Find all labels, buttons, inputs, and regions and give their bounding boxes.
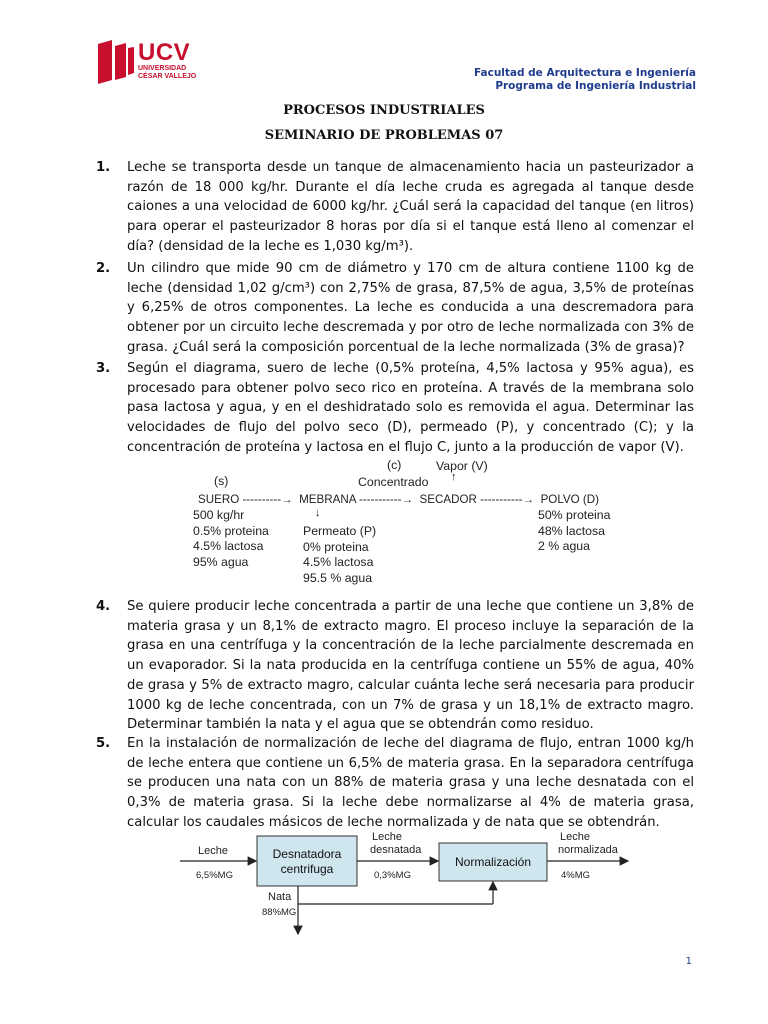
page-number: 1 (685, 956, 692, 967)
normalizada-mg-label: 4%MG (561, 870, 591, 881)
input-leche-label: Leche (198, 845, 228, 857)
problem-1 (96, 158, 694, 257)
suero-line: 500 kg/hr (193, 508, 245, 522)
logo-shape-1 (98, 40, 112, 84)
polvo-line: 2 % agua (538, 539, 590, 553)
nata-label: Nata (268, 891, 292, 903)
suero-line: 4.5% lactosa (193, 539, 264, 553)
logo-ucv: UCV (138, 39, 191, 66)
normalizada-label-2: normalizada (558, 844, 618, 856)
input-mg-label: 6,5%MG (196, 870, 233, 881)
problem-2 (96, 259, 694, 358)
nata-mg-label: 88%MG (262, 907, 297, 918)
problem-text: Un cilindro que mide 90 cm de diámetro y 170 cm de altura contiene 1100 kg de leche (densidad 1,02 g/cm³) con 2,75% de grasa, 87,5% de agua, 3,5% de proteínas y 6,25% de otros componentes. La leche es conducida a una descremadora para obtener por un circuito leche descremada y por otro de leche normalizada con 3% de grasa. ¿Cuál será la composición porcentual de la leche normalizada (3% de grasa)? (127, 261, 694, 355)
suero-line: 0.5% proteina (193, 523, 269, 538)
diagram-main-line: SUERO ----------→ MEBRANA -----------→ SECADOR -----------→ POLVO (D) (198, 493, 599, 506)
problem-number: 5. (96, 736, 111, 751)
desnatadora-line1: Desnatadora (272, 847, 342, 861)
problem-number: 1. (96, 160, 111, 175)
permeado-composition (303, 524, 376, 586)
diagram-c-label: (c) (387, 458, 402, 472)
problem-5 (96, 734, 694, 833)
suero-composition (193, 508, 269, 570)
permeado-line: 95.5 % agua (303, 570, 373, 585)
permeado-line: Permeato (P) (303, 524, 377, 538)
problem-number: 3. (96, 361, 111, 376)
desnatada-label-2: desnatada (370, 844, 422, 856)
polvo-composition (538, 508, 610, 555)
problem-text: Según el diagrama, suero de leche (0,5% proteína, 4,5% lactosa y 95% agua), es procesado para obtener polvo seco rico en proteína. A través de la membrana solo pasa lactosa y agua, y en el deshidratado solo es removida el agua. Determinar las velocidades de flujo del polvo seco (D), permeado (P), y concentrado (C); y la concentración de proteína y lactosa en el flujo C, junto a la producción de vapor (V). (127, 361, 694, 455)
faculty-name: Facultad de Arquitectura e Ingeniería (473, 67, 696, 79)
normalizacion-label: Normalización (454, 855, 532, 869)
page-subtitle: SEMINARIO DE PROBLEMAS 07 (264, 128, 504, 143)
diagram-vapor-label: Vapor (V) (436, 459, 488, 473)
permeado-arrow-icon: ↓ (315, 507, 321, 519)
problem-4 (96, 597, 694, 735)
logo-shape-3 (128, 47, 134, 75)
logo-text (138, 41, 196, 81)
logo-shape-2 (115, 43, 126, 80)
logo-sub-2: CÉSAR VALLEJO (138, 73, 197, 80)
desnatadora-box (257, 836, 357, 886)
polvo-line: 48% lactosa (538, 523, 605, 538)
problem-text: Se quiere producir leche concentrada a partir de una leche que contiene un 3,8% de materia grasa y un 8,1% de extracto magro. El proceso incluye la separación de la grasa en una centrífuga y la concentración de la leche parcialmente descremada en un evaporador. Si la nata producida en la centrífuga contiene un 55% de agua, 40% de grasa y 5% de extracto magro, calcular cuánta leche será necesaria para producir 1000 kg de leche concentrada, con un 7% de grasa y un 18,1% de extracto magro. Determinar también la nata y el agua que se obtendrán como residuo. (127, 599, 694, 733)
problem-number: 4. (96, 599, 111, 614)
permeado-line: 0% proteina (303, 539, 369, 554)
page-title: PROCESOS INDUSTRIALES (283, 103, 485, 118)
problem-text: Leche se transporta desde un tanque de almacenamiento hacia un pasteurizador a razón de 18 000 kg/hr. Durante el día leche cruda es agregada al tanque desde caiones a una velocidad de 6000 kg/hr. ¿Cuál será la capacidad del tanque (en litros) para operar el pasteurizador 8 horas por día si el tanque está lleno al comenzar el día? (densidad de la leche es 1,030 kg/m³). (127, 160, 694, 254)
normalizada-label-1: Leche (560, 831, 590, 843)
problem-text: En la instalación de normalización de leche del diagrama de flujo, entran 1000 kg/h de leche entera que contiene un 6,5% de materia grasa. En la separadora centrífuga se producen una nata con un 88% de materia grasa y una leche desnatada con el 0,3% de materia grasa. Si la leche debe normalizarse al 4% de materia grasa, calcular los caudales másicos de leche normalizada y de nata que se obtendrán. (127, 736, 694, 830)
program-name: Programa de Ingeniería Industrial (495, 80, 696, 92)
suero-line: 95% agua (193, 554, 249, 569)
diagram-concentrado-label: Concentrado (358, 475, 429, 489)
permeado-line: 4.5% lactosa (303, 555, 374, 569)
desnatada-label-1: Leche (372, 831, 402, 843)
diagram-s-label: (s) (214, 474, 229, 488)
desnatadora-line2: centrifuga (280, 862, 334, 876)
vapor-arrow-icon: ↑ (451, 471, 457, 483)
polvo-line: 50% proteina (538, 508, 611, 522)
problem-number: 2. (96, 261, 111, 276)
faculty-header (474, 67, 696, 93)
logo-sub-1: UNIVERSIDAD (138, 65, 187, 72)
desnatada-mg-label: 0,3%MG (374, 870, 411, 881)
flow-diagram-problem-5 (170, 826, 640, 938)
problem-3 (96, 359, 694, 458)
